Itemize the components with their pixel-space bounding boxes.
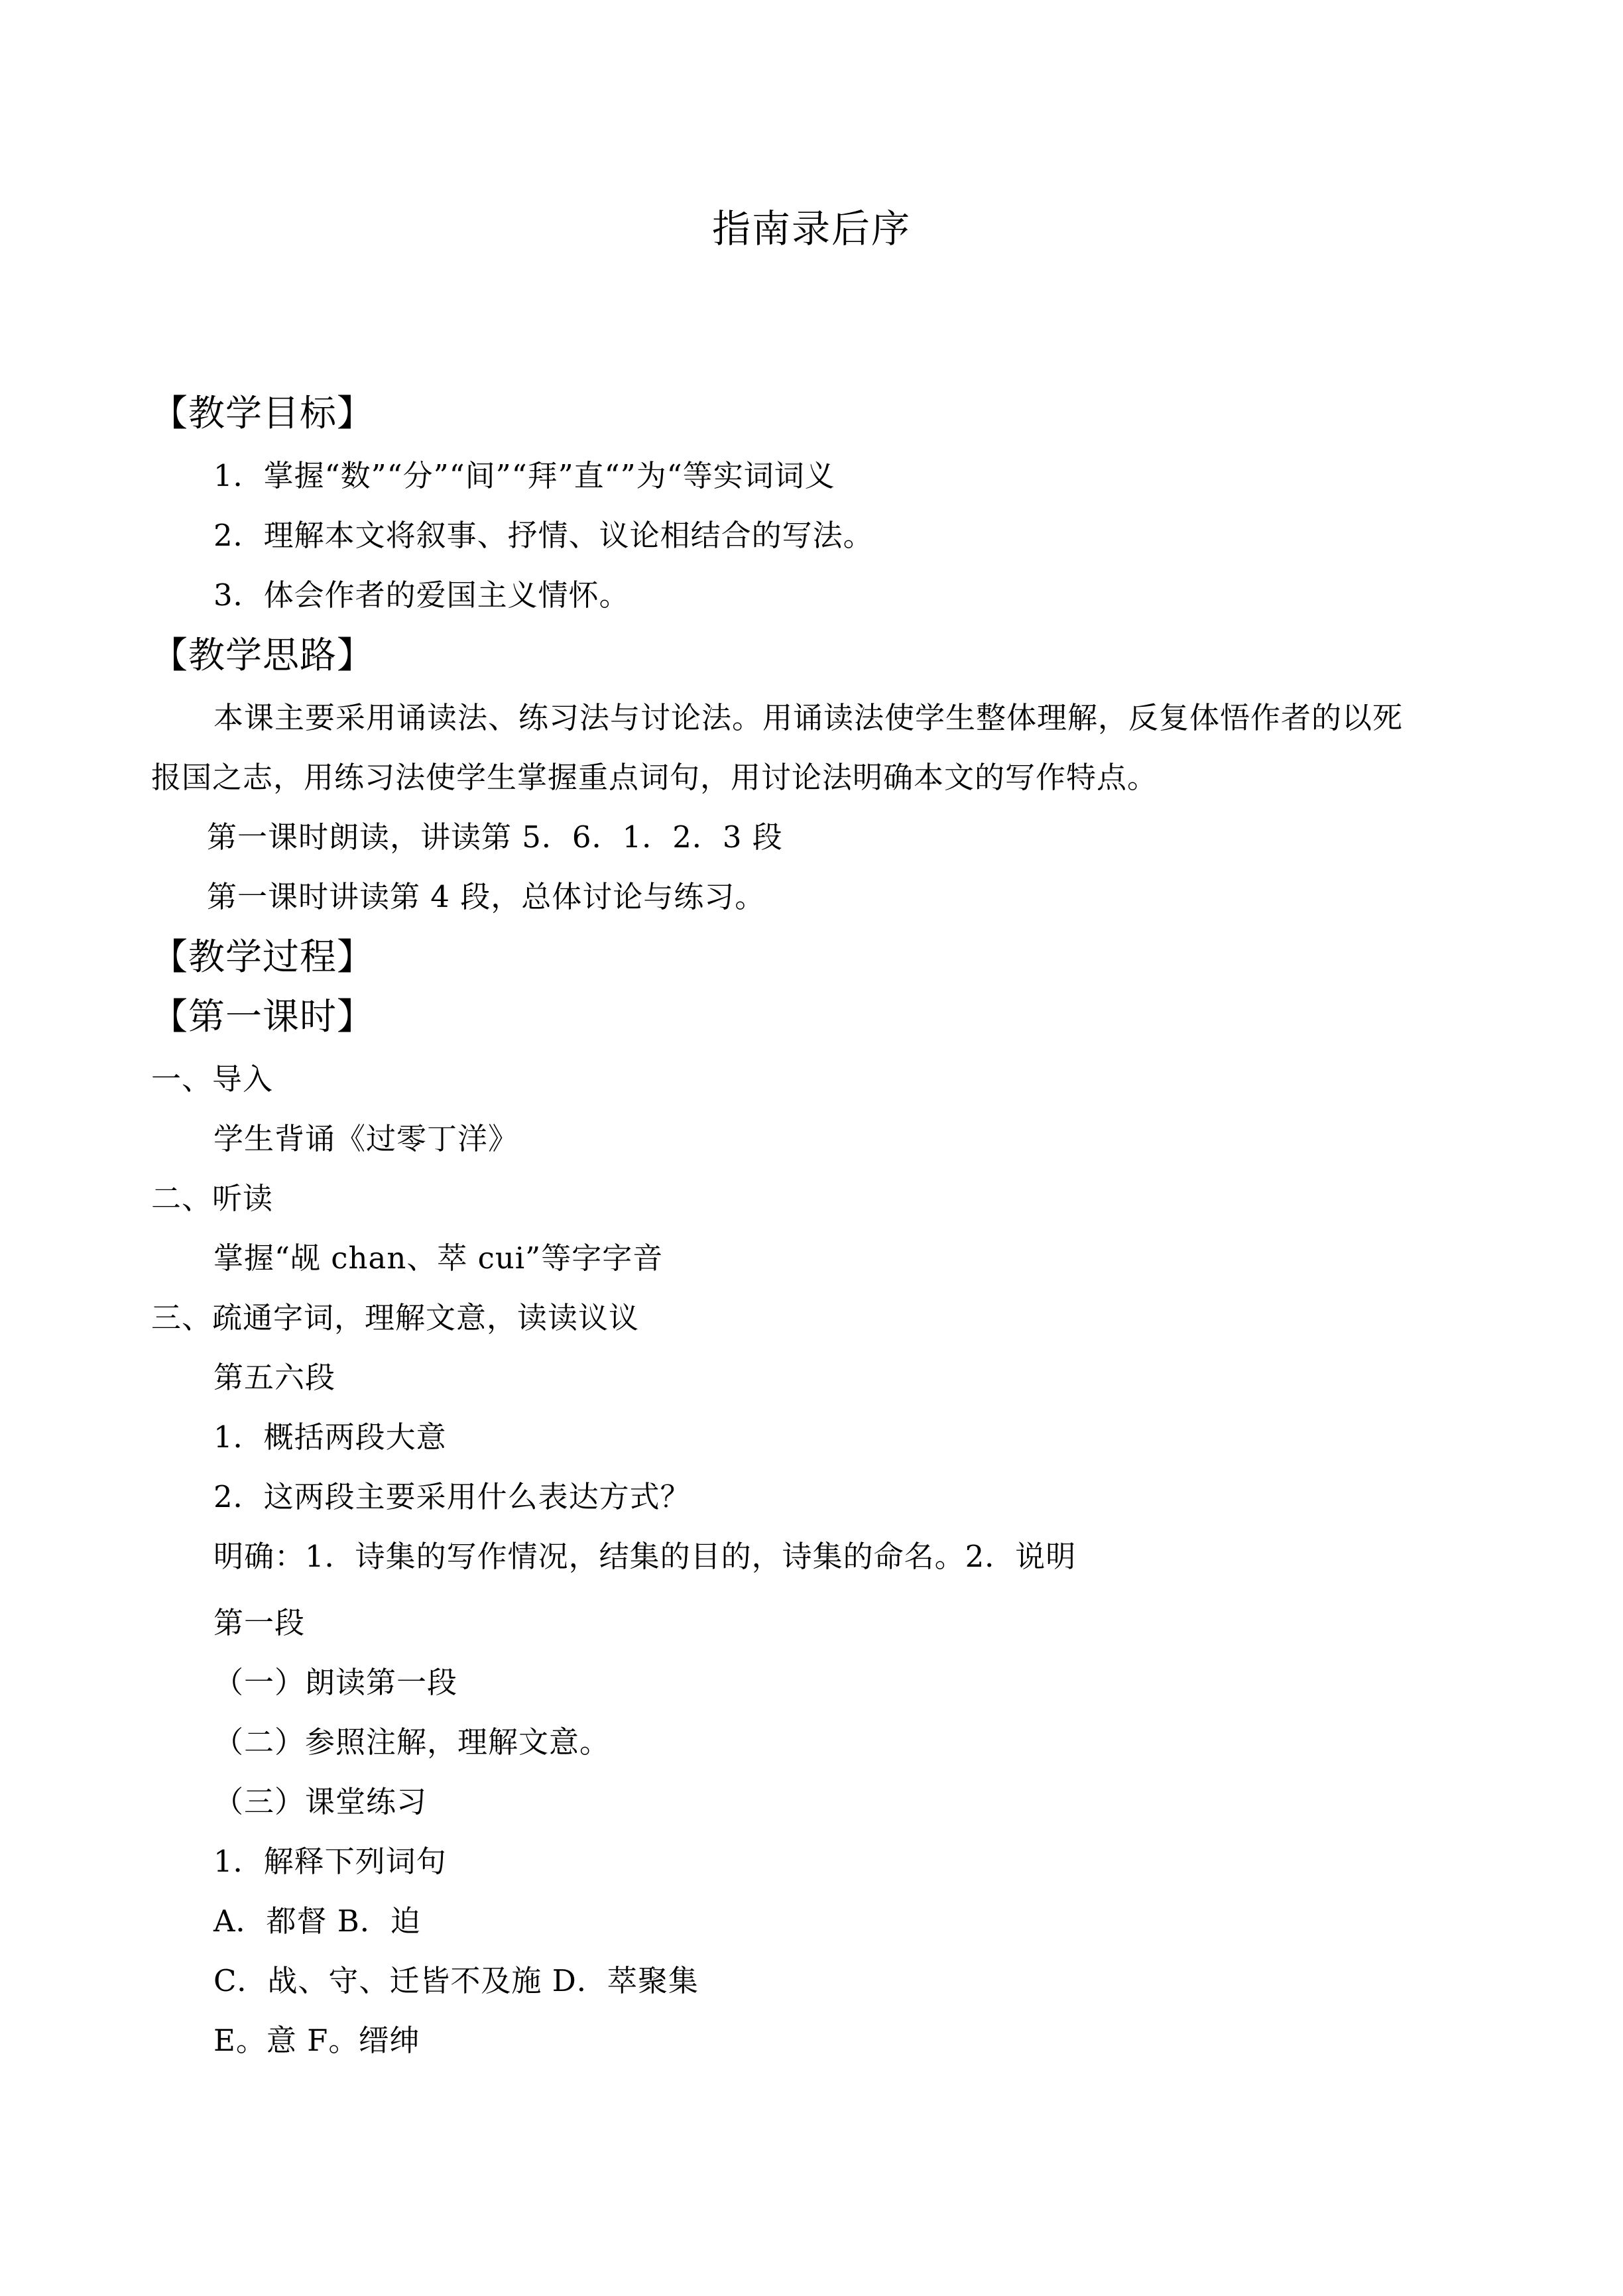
paragraph-1-step-3: （三）课堂练习 <box>213 1784 428 1819</box>
step-2-title: 二、听读 <box>151 1181 274 1216</box>
paragraphs-5-6-answer: 明确：1．诗集的写作情况，结集的目的，诗集的命名。2．说明 <box>213 1539 1077 1574</box>
paragraphs-5-6-label: 第五六段 <box>213 1360 336 1395</box>
lesson-plan-1: 第一课时朗读，讲读第 5．6．1．2．3 段 <box>207 819 783 855</box>
approach-paragraph-line-2: 报国之志，用练习法使学生掌握重点词句，用讨论法明确本文的写作特点。 <box>151 760 1158 795</box>
step-1-content: 学生背诵《过零丁洋》 <box>213 1121 519 1156</box>
paragraph-1-label: 第一段 <box>213 1605 306 1640</box>
paragraph-1-step-1: （一）朗读第一段 <box>213 1665 458 1700</box>
paragraphs-5-6-question-1: 1．概括两段大意 <box>213 1420 447 1455</box>
step-3-title: 三、疏通字词，理解文意，读读议议 <box>151 1300 640 1335</box>
step-2-content: 掌握“觇 chan、萃 cui”等字字音 <box>213 1240 664 1276</box>
objectives-heading: 【教学目标】 <box>151 392 375 434</box>
paragraph-1-step-2: （二）参照注解，理解文意。 <box>213 1724 611 1760</box>
step-1-title: 一、导入 <box>151 1061 274 1097</box>
process-heading: 【教学过程】 <box>151 936 375 978</box>
exercise-title: 1．解释下列词句 <box>213 1844 447 1879</box>
approach-heading: 【教学思路】 <box>151 634 375 676</box>
exercise-items-c-d: C．战、守、迁皆不及施 D．萃聚集 <box>213 1963 699 1998</box>
document-title: 指南录后序 <box>711 206 911 251</box>
exercise-items-e-f: E。意 F。缙绅 <box>213 2023 420 2058</box>
exercise-items-a-b: A．都督 B．迫 <box>213 1903 421 1939</box>
first-lesson-heading: 【第一课时】 <box>151 995 375 1038</box>
approach-paragraph-line-1: 本课主要采用诵读法、练习法与讨论法。用诵读法使学生整体理解，反复体悟作者的以死 <box>213 700 1404 735</box>
objective-item-3: 3．体会作者的爱国主义情怀。 <box>213 577 630 613</box>
objective-item-2: 2．理解本文将叙事、抒情、议论相结合的写法。 <box>213 518 874 553</box>
objective-item-1: 1．掌握“数”“分”“间”“拜”直“”为“等实词词义 <box>213 458 835 493</box>
paragraphs-5-6-question-2: 2．这两段主要采用什么表达方式？ <box>213 1479 691 1514</box>
lesson-plan-2: 第一课时讲读第 4 段，总体讨论与练习。 <box>207 879 766 914</box>
